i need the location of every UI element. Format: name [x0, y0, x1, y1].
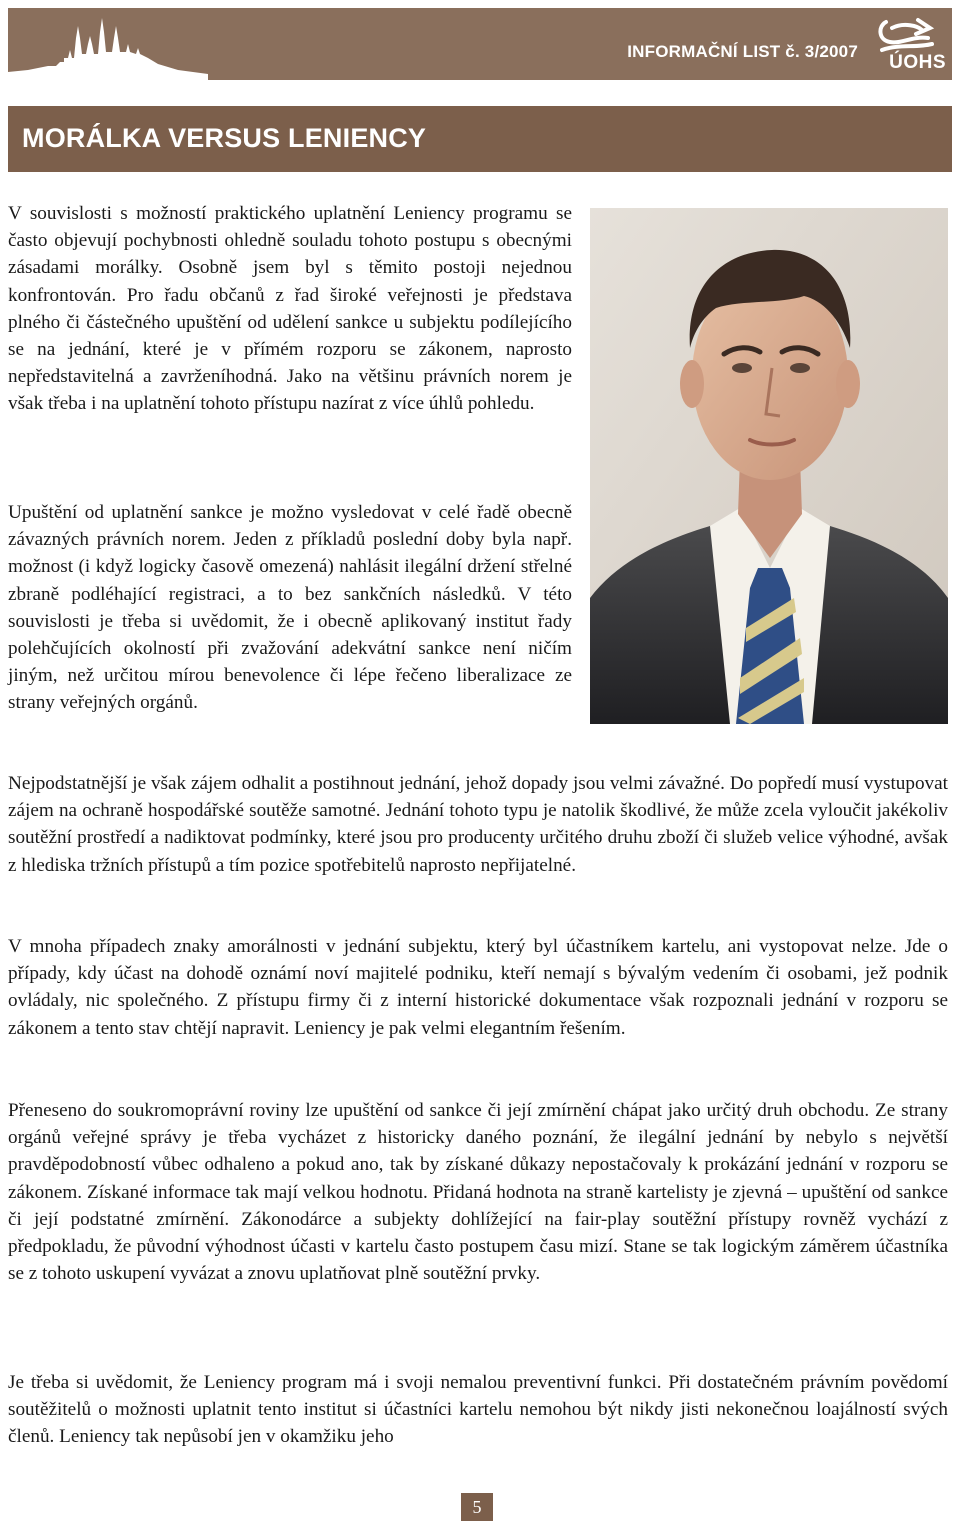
portrait-illustration: [590, 208, 948, 724]
article-paragraph-6: Je třeba si uvědomit, že Leniency program má i svoji nemalou preventivní funkci. Při dostatečném právním povědomí soutěžitelů o možnosti uplatnit tento institut si účastníci kartelu nemohou být nikdy jisti nekonečnou loajálností svých členů. Leniency tak nepůsobí jen v okamžiku jeho: [8, 1372, 948, 1448]
article-paragraph-5: Přeneseno do soukromoprávní roviny lze upuštění od sankce či její zmírnění chápat jako určitý druh obchodu. Ze strany orgánů veřejné správy je třeba vycházet z historicky daného poznání, že ilegální jednání by nebylo s největší pravděpodobností vůbec odhaleno a pokud ano, tak by získané důkazy nepostačovaly k prokázání jednání v rozporu se zákonem. Získané informace tak mají velkou hodnotu. Přidaná hodnota na straně kartelisty je zjevná – upuštění od sankce či její podstatné zmírnění. Zákonodárce a subjekty dohlížející na fair-play soutěžní přístupy rovněž vychází z předpokladu, že původní výhodnost účasti v kartelu často postupem času mizí. Stane se tak logickým záměrem účastníka se z tohoto uskupení vyvázat a znovu uplatňovat plně soutěžní prvky.: [8, 1100, 948, 1285]
page-number: 5: [461, 1493, 493, 1521]
article-title: MORÁLKA VERSUS LENIENCY: [22, 123, 427, 153]
uohs-logo-text: ÚOHS: [889, 52, 946, 73]
prague-castle-skyline-icon: [8, 8, 208, 80]
author-portrait-photo: [590, 208, 948, 724]
article-paragraph-1: V souvislosti s možností praktického uplatnění Leniency programu se často objevují pochybnosti ohledně souladu tohoto postupu s obecnými zásadami morálky. Osobně jsem byl s těmito postoji nejednou konfrontován. Pro řadu občanů z řad široké veřejnosti je představa plného či částečného upuštění od udělení sankce u subjektu podílejícího se na jednání, které je v přímém rozporu se zákonem, naprosto nepředstavitelná a zavrženíhodná. Jako na většinu právních norem je však třeba i na uplatnění tohoto přístupu nazírat z více úhlů pohledu.: [8, 203, 572, 415]
newsletter-title: INFORMAČNÍ LIST č. 3/2007: [627, 42, 858, 61]
article-paragraph-3: Nejpodstatnější je však zájem odhalit a postihnout jednání, jehož dopady jsou velmi závažné. Do popředí musí vystupovat zájem na ochraně hospodářské soutěže samotné. Jednání tohoto typu je natolik škodlivé, že může zcela vyloučit jakékoliv soutěžní prostředí a nadiktovat podmínky, které jsou pro producenty určitého druhu zboží či služeb velice výhodné, avšak z hlediska tržních přístupů a tím pozice spotřebitelů naprosto nepřijatelné.: [8, 773, 948, 876]
document-header: [8, 8, 952, 80]
article-paragraph-4: V mnoha případech znaky amorálnosti v jednání subjektu, který byl účastníkem kartelu, ani vystopovat nelze. Jde o případy, kdy účast na dohodě oznámí noví majitelé podniku, kteří nemají s bývalým vedením či osobami, jež podnik ovládaly, nic společného. Z přístupu firmy či z interní historické dokumentace však rozpoznali jednání v rozporu se zákonem a tento stav chtějí napravit. Leniency je pak velmi elegantním řešením.: [8, 936, 948, 1039]
article-paragraph-2: Upuštění od uplatnění sankce je možno vysledovat v celé řadě obecně závazných právních norem. Jeden z příkladů poslední doby byla např. možnost (i když logicky časově omezená) nahlásit ilegální držení střelné zbraně podléhající registraci, a to bez sankčních následků. V této souvislosti je třeba si uvědomit, že i obecně aplikovaný institut řady polehčujících okolností při zvažování adekvátní sankce není ničím jiným, než určitou mírou benevolence či lépe řečeno liberalizace ze strany veřejných orgánů.: [8, 502, 572, 714]
article-title-band: [8, 106, 952, 172]
